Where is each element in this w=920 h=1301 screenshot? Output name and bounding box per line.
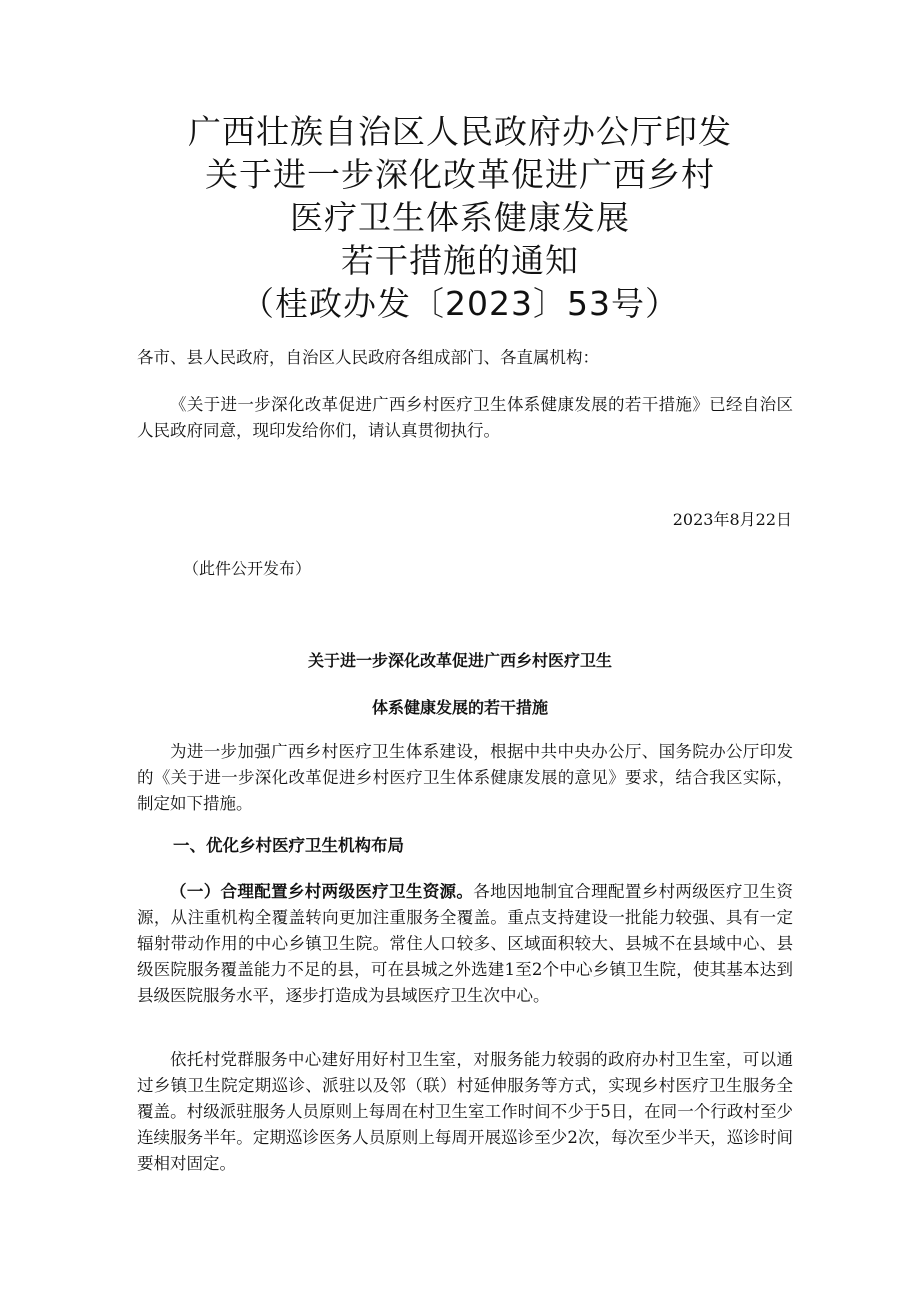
section1-item1-paragraph [137,879,793,1009]
section1-item1-text: 各地因地制宜合理配置乡村两级医疗卫生资源，从注重机构全覆盖转向更加注重服务全覆盖。重点支持建设一批能力较强、具有一定辐射带动作用的中心乡镇卫生院。常住人口较多、区域面积较大、县城不在县域中心、县级医院服务覆盖能力不足的县，可在县城之外选建1至2个中心乡镇卫生院，使其基本达到县级医院服务水平，逐步打造成为县域医疗卫生次中心。 [137,882,794,1005]
section-heading-1: 一、优化乡村医疗卫生机构布局 [173,836,404,855]
title-line-3: 医疗卫生体系健康发展 [290,198,630,237]
measures-title-line-2: 体系健康发展的若干措施 [371,698,548,717]
document-title [0,110,920,325]
section1-item1-heading: （一）合理配置乡村两级医疗卫生资源。 [170,882,474,901]
public-release-note: （此件公开发布） [183,559,312,578]
title-line-1: 广西壮族自治区人民政府办公厅印发 [188,112,732,151]
title-line-2: 关于进一步深化改革促进广西乡村 [205,155,715,194]
addressee: 各市、县人民政府，自治区人民政府各组成部门、各直属机构： [137,348,599,367]
title-line-4: 若干措施的通知 [341,241,579,280]
intro-paragraph: 为进一步加强广西乡村医疗卫生体系建设，根据中共中央办公厅、国务院办公厅印发的《关于进一步深化改革促进乡村医疗卫生体系健康发展的意见》要求，结合我区实际，制定如下措施。 [137,742,793,813]
notice-body: 《关于进一步深化改革促进广西乡村医疗卫生体系健康发展的若干措施》已经自治区人民政府同意，现印发给你们，请认真贯彻执行。 [137,395,793,440]
section1-item2-paragraph: 依托村党群服务中心建好用好村卫生室，对服务能力较弱的政府办村卫生室，可以通过乡镇卫生院定期巡诊、派驻以及邻（联）村延伸服务等方式，实现乡村医疗卫生服务全覆盖。村级派驻服务人员原则上每周在村卫生室工作时间不少于5日，在同一个行政村至少连续服务半年。定期巡诊医务人员原则上每周开展巡诊至少2次，每次至少半天，巡诊时间要相对固定。 [137,1050,793,1173]
measures-title-line-1: 关于进一步深化改革促进广西乡村医疗卫生 [307,651,612,670]
issue-date: 2023年8月22日 [672,510,792,529]
document-number: （桂政办发〔2023〕53号） [241,284,679,323]
